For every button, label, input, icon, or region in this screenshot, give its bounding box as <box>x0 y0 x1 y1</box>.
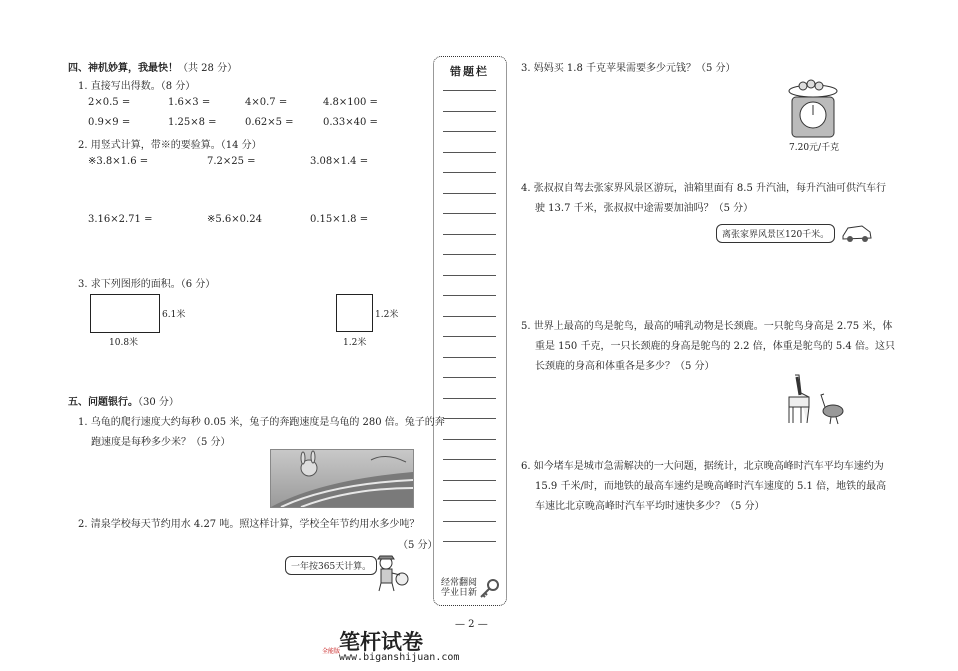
error-panel-rule <box>443 418 496 419</box>
problem-5-line: 5. 世界上最高的鸟是鸵鸟，最高的哺乳动物是长颈鹿。一只鸵鸟身高是 2.75 米，体 <box>521 321 893 332</box>
q1-item: 1.6×3 = <box>168 97 211 108</box>
problem-3-line: 3. 妈妈买 1.8 千克苹果需要多少元钱？（5 分） <box>521 63 736 74</box>
problem-5-line: 重是 150 千克，一只长颈鹿的身高是鸵鸟的 2.2 倍，体重是鸵鸟的 5.4 倍。这只 <box>535 341 895 352</box>
problem-4-line: 4. 张叔叔自驾去张家界风景区游玩，油箱里面有 8.5 升汽油，每升汽油可供汽车行 <box>521 183 886 194</box>
problem-5-line: 长颈鹿的身高和体重各是多少？（5 分） <box>535 361 715 372</box>
square-side-label: 1.2米 <box>375 310 399 320</box>
problem-1-line: 1. 乌龟的爬行速度大约每秒 0.05 米，兔子的奔跑速度是乌龟的 280 倍。兔子的奔 <box>78 417 445 428</box>
square-figure <box>336 294 373 332</box>
error-panel-rule <box>443 377 496 378</box>
brand-title: 笔杆试卷 <box>339 630 423 654</box>
section4-score: （共 28 分） <box>178 63 238 74</box>
error-panel-rule <box>443 480 496 481</box>
q1-item: 4×0.7 = <box>245 97 288 108</box>
q2-item: 3.08×1.4 = <box>310 156 369 167</box>
section5-heading <box>68 393 179 408</box>
error-panel-rule <box>443 521 496 522</box>
section5-title: 五、问题银行。 <box>68 397 138 408</box>
q1-item: 4.8×100 = <box>323 97 378 108</box>
problem-2-callout: 一年按365天计算。 <box>285 556 377 575</box>
error-panel-rule <box>443 152 496 153</box>
q2-label: 2. 用竖式计算，带※的要验算。（14 分） <box>78 140 262 151</box>
giraffe-ostrich-illustration <box>783 373 855 425</box>
rectangle-height-label: 6.1米 <box>162 310 186 320</box>
brand-url: www.biganshijuan.com <box>339 652 460 663</box>
car-icon <box>840 222 874 244</box>
section5-score: （30 分） <box>138 397 179 408</box>
error-panel-rule <box>443 131 496 132</box>
problem-6-line: 6. 如今堵车是城市急需解决的一大问题，据统计，北京晚高峰时汽车平均车速约为 <box>521 461 884 472</box>
error-panel-rule <box>443 398 496 399</box>
problem-6-line: 车速比北京晚高峰时汽车平均时速快多少？（5 分） <box>535 501 765 512</box>
q2-item: 3.16×2.71 = <box>88 214 153 225</box>
problem-1-line: 跑速度是每秒多少米？（5 分） <box>91 437 231 448</box>
problem-2-score: （5 分） <box>398 540 438 551</box>
apple-price-label: 7.20元/千克 <box>789 143 840 153</box>
q1-item: 2×0.5 = <box>88 97 131 108</box>
giraffe-ostrich-icon <box>783 373 855 425</box>
error-panel-rule <box>443 254 496 255</box>
rabbit-tortoise-image <box>271 450 413 507</box>
worker-illustration <box>372 553 412 593</box>
error-panel-rule <box>443 439 496 440</box>
q1-item: 1.25×8 = <box>168 117 217 128</box>
page-number: — 2 — <box>455 619 488 630</box>
error-panel-rule <box>443 459 496 460</box>
error-panel-footer-line: 学业日新 <box>441 588 478 598</box>
rectangle-width-label: 10.8米 <box>109 338 139 348</box>
race-illustration <box>270 449 414 508</box>
error-panel-rule <box>443 316 496 317</box>
error-panel-rule <box>443 172 496 173</box>
q1-item: 0.9×9 = <box>88 117 131 128</box>
brand-badge: 全能版 <box>322 648 341 655</box>
error-panel-rule <box>443 90 496 91</box>
q2-item: ※5.6×0.24 <box>207 214 262 225</box>
error-panel-rule <box>443 541 496 542</box>
square-side-label: 1.2米 <box>343 338 367 348</box>
q2-item: ※3.8×1.6 = <box>88 156 149 167</box>
worker-icon <box>372 553 412 593</box>
section4-title: 四、神机妙算，我最快！ <box>68 63 178 74</box>
error-panel-rule <box>443 234 496 235</box>
problem-2-line: 2. 清泉学校每天节约用水 4.27 吨。照这样计算，学校全年节约用水多少吨？ <box>78 519 420 530</box>
q2-item: 7.2×25 = <box>207 156 256 167</box>
error-panel-footer-line: 经常翻阅 <box>441 578 478 588</box>
q1-item: 0.62×5 = <box>245 117 294 128</box>
error-panel-rule <box>443 295 496 296</box>
car-illustration <box>840 222 874 244</box>
error-notes-panel <box>433 56 507 606</box>
q1-label: 1. 直接写出得数。（8 分） <box>78 81 196 92</box>
scale-with-apples-icon <box>787 77 839 139</box>
error-panel-footer <box>441 578 477 598</box>
error-panel-rule <box>443 111 496 112</box>
error-panel-rule <box>443 357 496 358</box>
error-panel-rule <box>443 500 496 501</box>
error-panel-rule <box>443 336 496 337</box>
problem-4-callout: 离张家界风景区120千米。 <box>716 224 835 243</box>
section4-heading <box>68 59 237 74</box>
error-panel-rule <box>443 213 496 214</box>
problem-6-line: 15.9 千米/时，而地铁的最高车速约是晚高峰时汽车速度的 5.1 倍，地铁的最高 <box>535 481 887 492</box>
problem-4-line: 驶 13.7 千米，张叔叔中途需要加油吗？（5 分） <box>535 203 754 214</box>
rectangle-figure <box>90 294 160 333</box>
q2-item: 0.15×1.8 = <box>310 214 369 225</box>
error-panel-title: 错题栏 <box>450 65 489 78</box>
key-icon <box>478 578 500 604</box>
q1-item: 0.33×40 = <box>323 117 378 128</box>
error-panel-rule <box>443 275 496 276</box>
error-panel-rule <box>443 193 496 194</box>
q3-label: 3. 求下列图形的面积。（6 分） <box>78 279 216 290</box>
scale-illustration <box>787 77 839 139</box>
